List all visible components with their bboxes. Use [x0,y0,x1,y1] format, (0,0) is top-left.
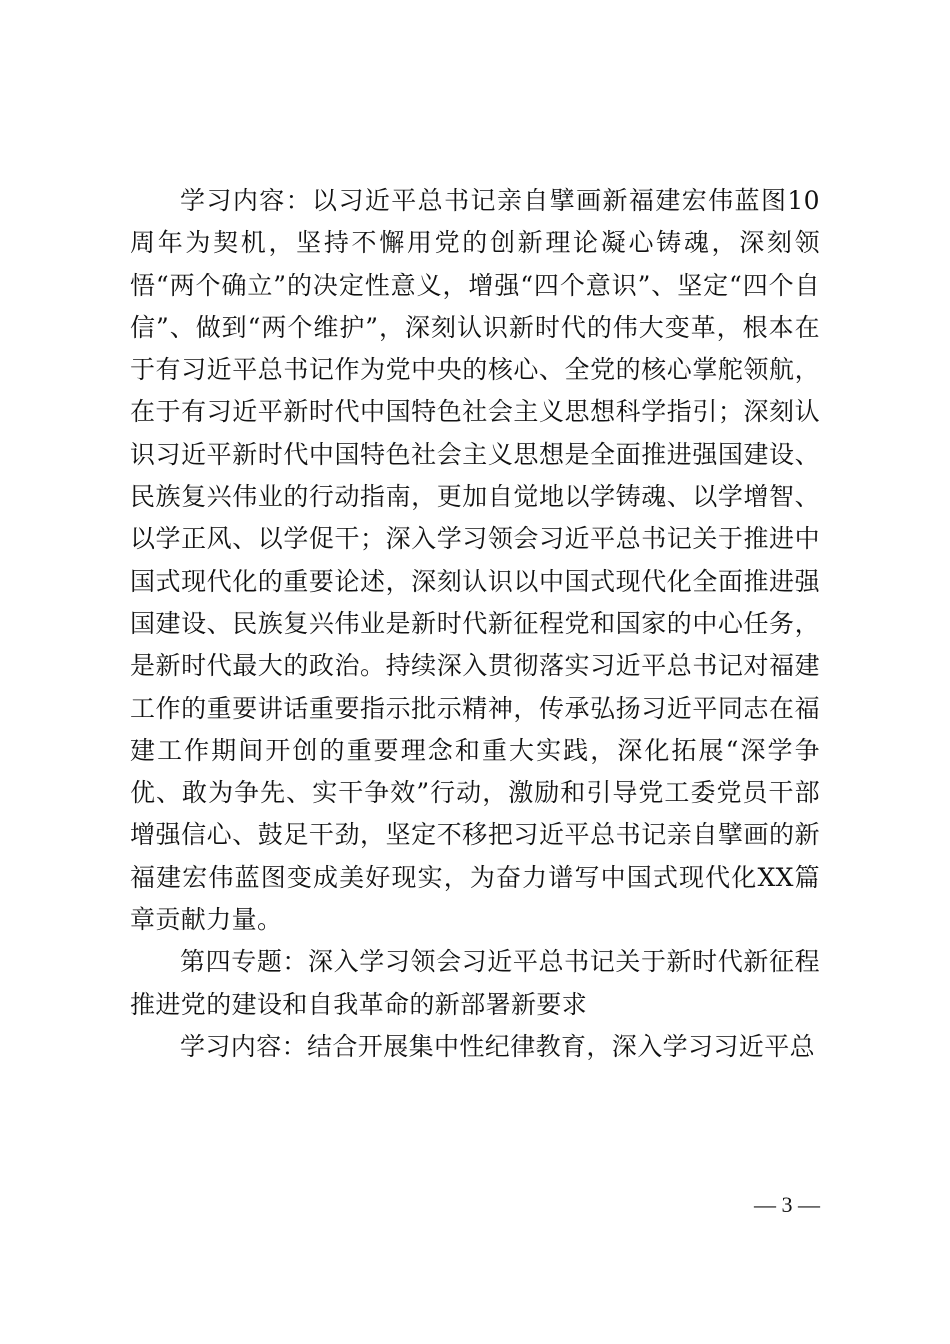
page-number: — 3 — [754,1192,820,1217]
document-body [130,180,820,1068]
paragraph-study-content-continued: 学习内容：结合开展集中性纪律教育，深入学习习近平总 [180,1031,816,1061]
paragraph-study-content: 学习内容：以习近平总书记亲自擘画新福建宏伟蓝图10周年为契机，坚持不懈用党的创新理论凝心铸魂，深刻领悟“两个确立”的决定性意义，增强“四个意识”、坚定“四个自信”、做到“两个维护”，深刻认识新时代的伟大变革，根本在于有习近平总书记作为党中央的核心、全党的核心掌舵领航，在于有习近平新时代中国特色社会主义思想科学指引；深刻认识习近平新时代中国特色社会主义思想是全面推进强国建设、民族复兴伟业的行动指南，更加自觉地以学铸魂、以学增智、以学正风、以学促干；深入学习领会习近平总书记关于推进中国式现代化的重要论述，深刻认识以中国式现代化全面推进强国建设、民族复兴伟业是新时代新征程党和国家的中心任务，是新时代最大的政治。持续深入贯彻落实习近平总书记对福建工作的重要讲话重要指示批示精神，传承弘扬习近平同志在福建工作期间开创的重要理念和重大实践，深化拓展“深学争优、敢为争先、实干争效”行动，激励和引导党工委党员干部增强信心、鼓足干劲，坚定不移把习近平总书记亲自擘画的新福建宏伟蓝图变成美好现实，为奋力谱写中国式现代化XX篇章贡献力量。 [130,186,820,935]
paragraph-topic-four-heading: 第四专题：深入学习领会习近平总书记关于新时代新征程推进党的建设和自我革命的新部署新要求 [130,947,820,1019]
